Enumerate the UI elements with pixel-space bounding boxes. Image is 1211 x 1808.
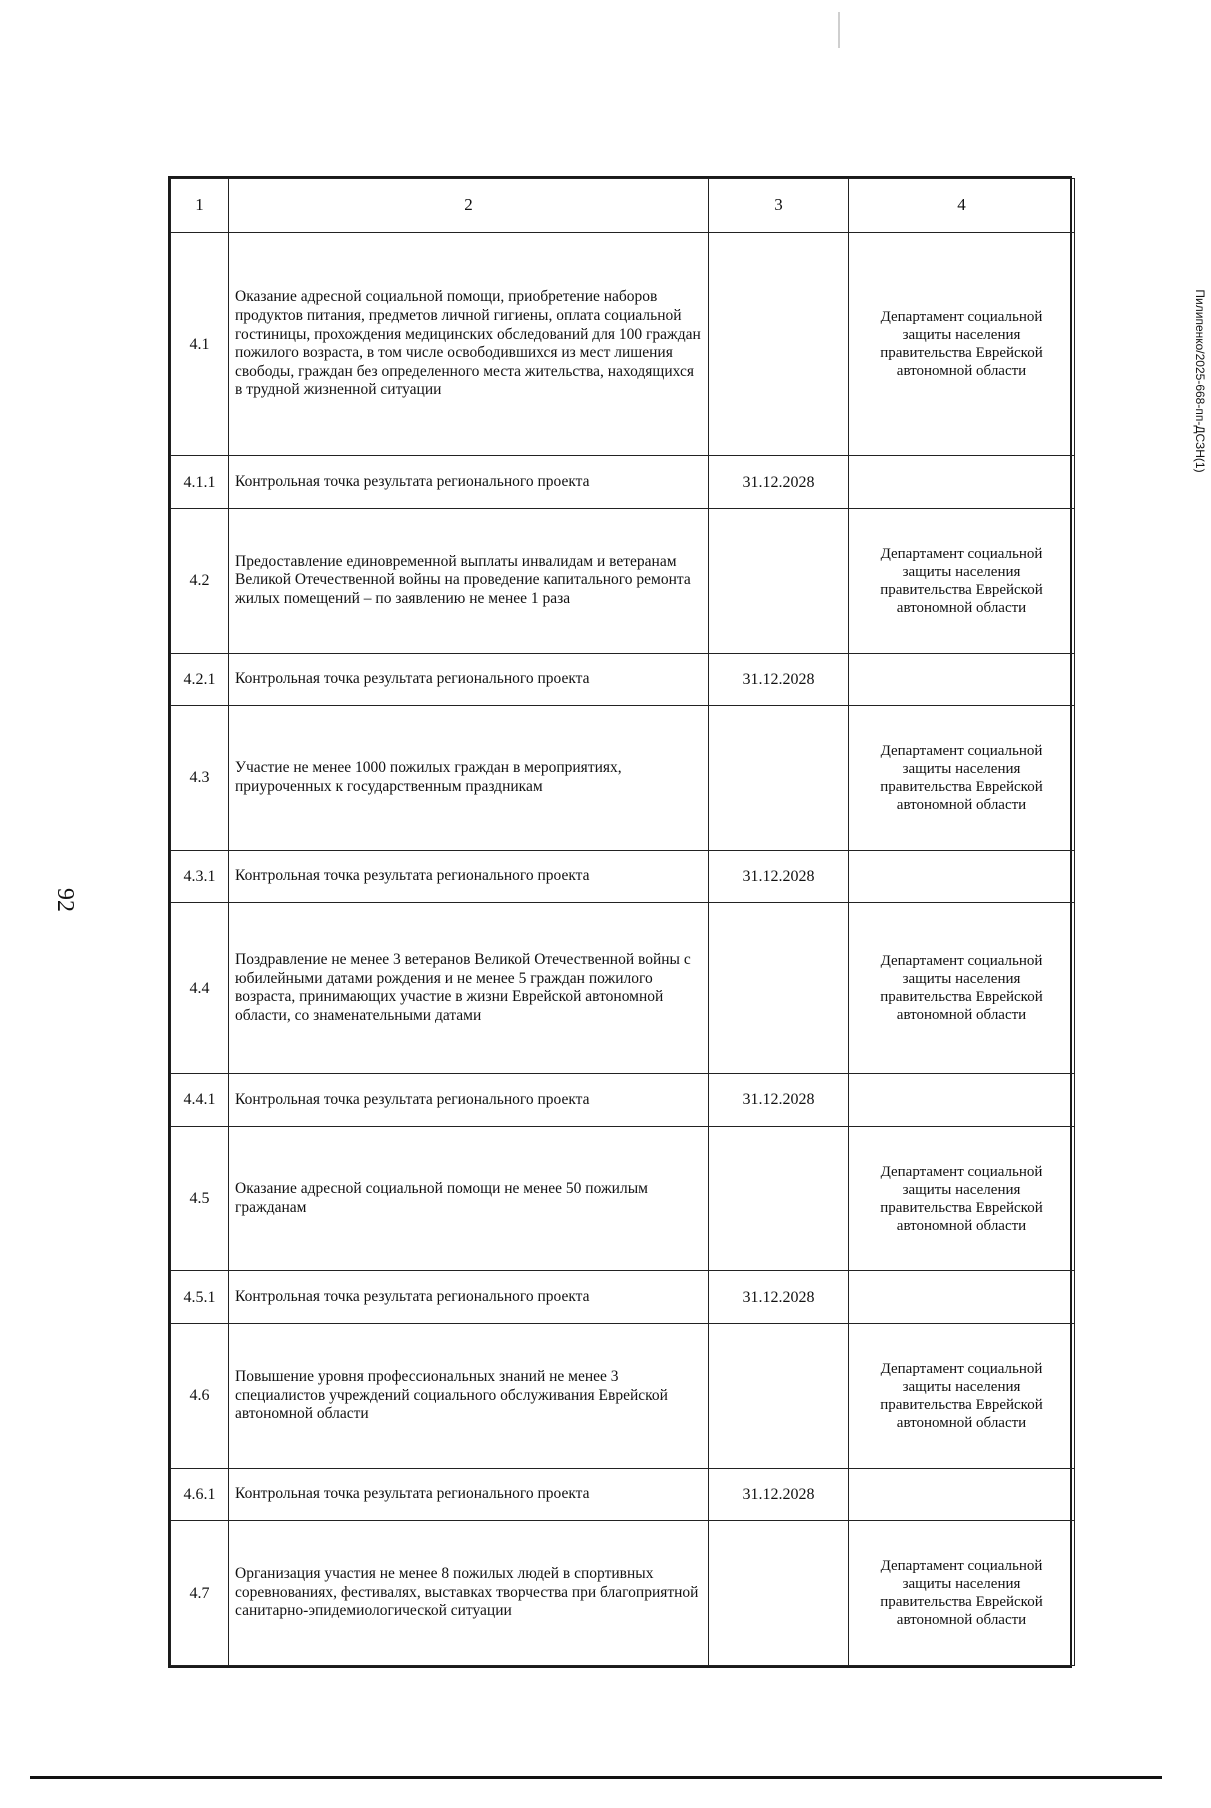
row-description: Участие не менее 1000 пожилых граждан в мероприятиях, приуроченных к государственным праздникам bbox=[229, 706, 709, 851]
row-description: Поздравление не менее 3 ветеранов Великой Отечественной войны с юбилейными датами рождения и не менее 5 граждан пожилого возраста, принимающих участие в жизни Еврейской автономной области, со знаменательными датами bbox=[229, 903, 709, 1074]
header-cell-4: 4 bbox=[849, 179, 1075, 233]
row-department: Департамент социальной защиты населения правительства Еврейской автономной области bbox=[849, 1521, 1075, 1666]
row-number: 4.5 bbox=[171, 1126, 229, 1271]
row-date bbox=[709, 508, 849, 653]
table-row bbox=[171, 1324, 1075, 1469]
row-number: 4.6.1 bbox=[171, 1468, 229, 1521]
table-row bbox=[171, 232, 1075, 456]
table-row bbox=[171, 1468, 1075, 1521]
row-description: Контрольная точка результата регионального проекта bbox=[229, 456, 709, 509]
row-number: 4.3 bbox=[171, 706, 229, 851]
row-number: 4.1.1 bbox=[171, 456, 229, 509]
row-department: Департамент социальной защиты населения правительства Еврейской автономной области bbox=[849, 1126, 1075, 1271]
data-table bbox=[170, 178, 1075, 1666]
row-description: Контрольная точка результата регионального проекта bbox=[229, 850, 709, 903]
project-table bbox=[168, 176, 1072, 1668]
row-description: Предоставление единовременной выплаты инвалидам и ветеранам Великой Отечественной войны на проведение капитального ремонта жилых помещений – по заявлению не менее 1 раза bbox=[229, 508, 709, 653]
row-number: 4.3.1 bbox=[171, 850, 229, 903]
row-date: 31.12.2028 bbox=[709, 456, 849, 509]
row-number: 4.5.1 bbox=[171, 1271, 229, 1324]
row-date: 31.12.2028 bbox=[709, 1468, 849, 1521]
row-date: 31.12.2028 bbox=[709, 653, 849, 706]
header-cell-2: 2 bbox=[229, 179, 709, 233]
row-description: Оказание адресной социальной помощи не менее 50 пожилым гражданам bbox=[229, 1126, 709, 1271]
table-row bbox=[171, 903, 1075, 1074]
table-header-row bbox=[171, 179, 1075, 233]
row-date bbox=[709, 706, 849, 851]
row-number: 4.2 bbox=[171, 508, 229, 653]
row-number: 4.6 bbox=[171, 1324, 229, 1469]
row-date bbox=[709, 903, 849, 1074]
row-department bbox=[849, 850, 1075, 903]
row-date bbox=[709, 1521, 849, 1666]
table-row bbox=[171, 1126, 1075, 1271]
row-description: Контрольная точка результата регионального проекта bbox=[229, 1271, 709, 1324]
scan-artifact bbox=[838, 12, 840, 48]
row-department bbox=[849, 1271, 1075, 1324]
table-row bbox=[171, 456, 1075, 509]
row-date bbox=[709, 1324, 849, 1469]
page-number: 92 bbox=[52, 888, 78, 912]
row-date bbox=[709, 1126, 849, 1271]
row-department bbox=[849, 1074, 1075, 1127]
table-row bbox=[171, 1074, 1075, 1127]
table-row bbox=[171, 653, 1075, 706]
row-number: 4.1 bbox=[171, 232, 229, 456]
row-description: Контрольная точка результата регионального проекта bbox=[229, 1468, 709, 1521]
table-row bbox=[171, 706, 1075, 851]
row-description: Повышение уровня профессиональных знаний не менее 3 специалистов учреждений социального обслуживания Еврейской автономной области bbox=[229, 1324, 709, 1469]
row-description: Контрольная точка результата регионального проекта bbox=[229, 1074, 709, 1127]
row-department: Департамент социальной защиты населения правительства Еврейской автономной области bbox=[849, 706, 1075, 851]
row-department: Департамент социальной защиты населения правительства Еврейской автономной области bbox=[849, 232, 1075, 456]
row-department: Департамент социальной защиты населения правительства Еврейской автономной области bbox=[849, 508, 1075, 653]
row-department bbox=[849, 653, 1075, 706]
row-description: Оказание адресной социальной помощи, приобретение наборов продуктов питания, предметов личной гигиены, оплата социальной гостиницы, прохождения медицинских обследований для 100 граждан пожилого возраста, в том числе освободившихся из мест лишения свободы, граждан без определенного места жительства, находящихся в трудной жизненной ситуации bbox=[229, 232, 709, 456]
row-number: 4.2.1 bbox=[171, 653, 229, 706]
row-description: Организация участия не менее 8 пожилых людей в спортивных соревнованиях, фестивалях, выставках творчества при благоприятной санитарно-эпидемиологической ситуации bbox=[229, 1521, 709, 1666]
row-department: Департамент социальной защиты населения правительства Еврейской автономной области bbox=[849, 903, 1075, 1074]
row-date: 31.12.2028 bbox=[709, 1074, 849, 1127]
header-cell-3: 3 bbox=[709, 179, 849, 233]
row-department bbox=[849, 456, 1075, 509]
row-date: 31.12.2028 bbox=[709, 850, 849, 903]
row-date: 31.12.2028 bbox=[709, 1271, 849, 1324]
table-row bbox=[171, 1521, 1075, 1666]
row-department: Департамент социальной защиты населения правительства Еврейской автономной области bbox=[849, 1324, 1075, 1469]
row-department bbox=[849, 1468, 1075, 1521]
table-row bbox=[171, 850, 1075, 903]
header-cell-1: 1 bbox=[171, 179, 229, 233]
document-code: Пилипенко/2025-668-пп-ДСЗН(1) bbox=[1193, 289, 1207, 473]
row-number: 4.7 bbox=[171, 1521, 229, 1666]
row-description: Контрольная точка результата регионального проекта bbox=[229, 653, 709, 706]
row-number: 4.4 bbox=[171, 903, 229, 1074]
row-number: 4.4.1 bbox=[171, 1074, 229, 1127]
scan-edge-line bbox=[30, 1776, 1162, 1779]
row-date bbox=[709, 232, 849, 456]
table-row bbox=[171, 508, 1075, 653]
table-row bbox=[171, 1271, 1075, 1324]
